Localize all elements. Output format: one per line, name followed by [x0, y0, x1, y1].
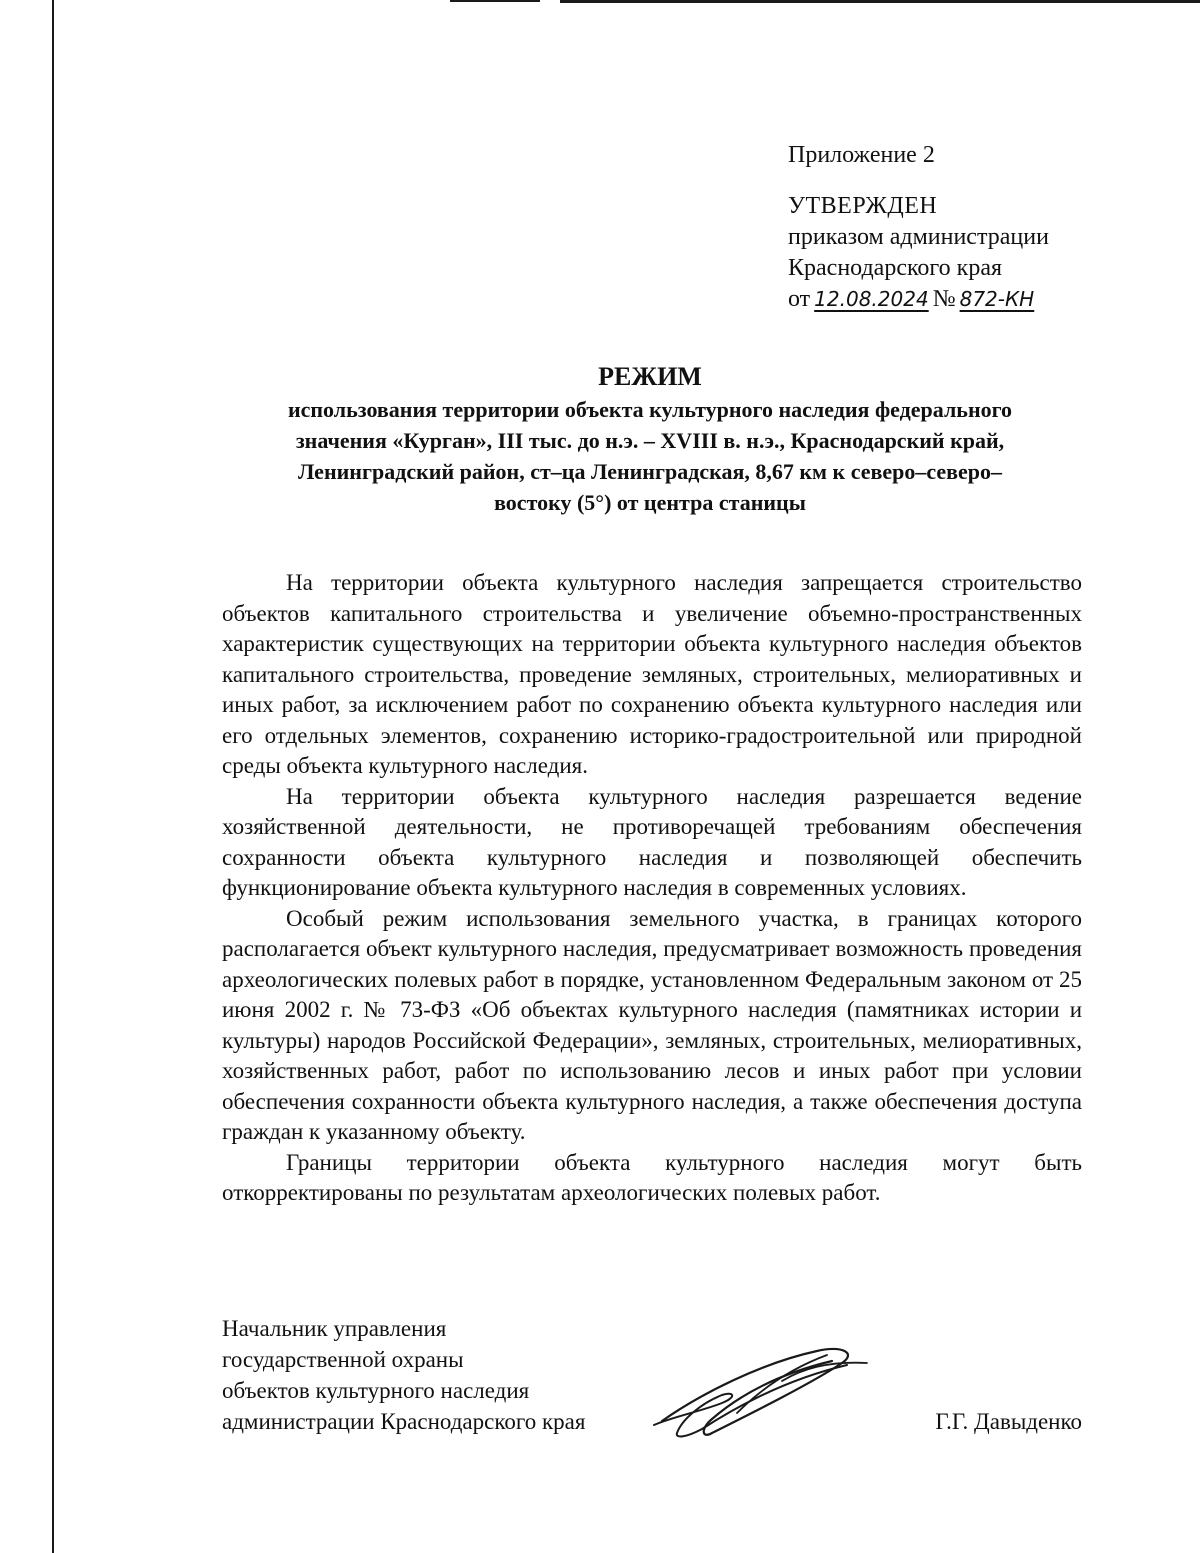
signer-position-line-2: государственной охраны — [222, 1347, 464, 1372]
order-date: 12.08.2024 — [814, 287, 929, 311]
title-line-2: значения «Курган», III тыс. до н.э. – XVIII в. н.э., Краснодарский край, — [295, 428, 1005, 453]
signer-position — [222, 1313, 662, 1437]
paragraph-special-regime: Особый режим использования земельного участка, в границах которого располагается объект культурного наследия, предусматривает возможность проведения археологических полевых работ в порядке, установленном Федеральным законом от 25 июня 2002 г. № 73-ФЗ «Об объектах культурного наследия (памятниках истории и культуры) народов Российской Федерации», земляных, строительных, мелиоративных, хозяйственных работ, работ по использованию лесов и иных работ при условии обеспечения сохранности объекта культурного наследия, а также обеспечения доступа граждан к указанному объекту. — [222, 905, 1082, 1144]
approved-label: УТВЕРЖДЕН — [788, 193, 938, 219]
document-body — [222, 568, 1082, 1209]
approval-stamp — [788, 140, 1148, 315]
document-title — [215, 360, 1085, 518]
scan-border-top-dash — [450, 0, 540, 2]
order-number-prefix: № — [932, 286, 956, 312]
annex-label: Приложение 2 — [788, 142, 935, 168]
title-line-1: использования территории объекта культурного наследия федерального — [287, 397, 1013, 422]
title-main: РЕЖИМ — [598, 362, 702, 391]
paragraph-boundaries: Границы территории объекта культурного наследия могут быть откорректированы по результатам археологических полевых работ. — [222, 1149, 1082, 1205]
signer-position-line-1: Начальник управления — [222, 1316, 447, 1341]
scan-border-left — [52, 0, 54, 1553]
signer-name: Г.Г. Давыденко — [935, 1409, 1082, 1434]
signature-block — [222, 1313, 1082, 1443]
title-line-3: Ленинградский район, ст–ца Ленинградская, 8,67 км к северо–северо– — [297, 459, 1003, 484]
paragraph-permission: На территории объекта культурного наследия разрешается ведение хозяйственной деятельности, не противоречащей требованиям обеспечения сохранности объекта культурного наследия и позволяющей обеспечить функционирование объекта культурного наследия в современных условиях. — [222, 783, 1082, 900]
title-line-4: востоку (5°) от центра станицы — [494, 490, 806, 515]
approval-line-order: приказом администрации — [788, 224, 1049, 250]
order-number: 872-КН — [959, 287, 1035, 311]
signer-position-line-4: администрации Краснодарского края — [222, 1409, 586, 1434]
order-reference — [788, 284, 1148, 315]
order-from-prefix: от — [788, 286, 811, 312]
approval-line-region: Краснодарского края — [788, 255, 1003, 281]
signer-position-line-3: объектов культурного наследия — [222, 1378, 530, 1403]
paragraph-prohibition: На территории объекта культурного наследия запрещается строительство объектов капитального строительства и увеличение объемно-пространственных характеристик существующих на территории объекта культурного наследия объектов капитального строительства, проведение земляных, строительных, мелиоративных и иных работ, за исключением работ по сохранению объекта культурного наследия или его отдельных элементов, сохранению историко-градостроительной или природной среды объекта культурного наследия. — [222, 570, 1082, 778]
scan-border-top — [560, 0, 1200, 3]
handwritten-signature — [642, 1333, 872, 1443]
